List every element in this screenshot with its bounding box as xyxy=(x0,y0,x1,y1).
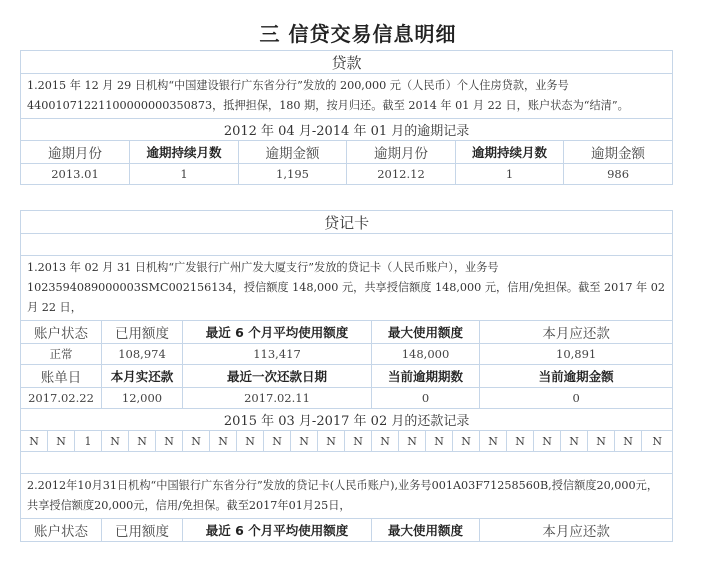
current-overdue-amount: 0 xyxy=(480,388,673,409)
repay-status-cell: N xyxy=(507,431,534,452)
repay-status-cell: N xyxy=(264,431,291,452)
col-header: 逾期持续月数 xyxy=(130,141,239,164)
repay-status-cell: N xyxy=(453,431,480,452)
repay-status-cell: N xyxy=(291,431,318,452)
repay-status-cell: N xyxy=(129,431,156,452)
page-title: 三 信贷交易信息明细 xyxy=(259,22,457,46)
table-row xyxy=(21,344,673,365)
col-header: 本月实还款 xyxy=(102,365,183,388)
empty-row xyxy=(21,452,673,474)
col-header: 账单日 xyxy=(21,365,102,388)
repay-status-cell: N xyxy=(102,431,129,452)
overdue-header-row xyxy=(21,141,673,164)
repay-status-cell: N xyxy=(237,431,264,452)
table-row xyxy=(21,164,673,185)
col-header: 逾期金额 xyxy=(564,141,673,164)
card1-header-row-2 xyxy=(21,365,673,388)
repay-status-cell: 1 xyxy=(75,431,102,452)
repay-status-cell: N xyxy=(480,431,507,452)
account-status: 正常 xyxy=(21,344,102,365)
col-header: 已用额度 xyxy=(102,321,183,344)
col-header: 本月应还款 xyxy=(480,321,673,344)
col-header: 最大使用额度 xyxy=(372,519,480,542)
col-header: 账户状态 xyxy=(21,519,102,542)
empty-row xyxy=(21,234,673,256)
repay-status-cell: N xyxy=(642,431,673,452)
col-header: 最大使用额度 xyxy=(372,321,480,344)
col-header: 最近一次还款日期 xyxy=(183,365,372,388)
col-header: 当前逾期金额 xyxy=(480,365,673,388)
repayment-record-row xyxy=(21,431,673,452)
repay-status-cell: N xyxy=(318,431,345,452)
due-this-month: 10,891 xyxy=(480,344,673,365)
repay-status-cell: N xyxy=(345,431,372,452)
card2-header-row-1 xyxy=(21,519,673,542)
col-header: 最近 6 个月平均使用额度 xyxy=(183,321,372,344)
col-header: 逾期月份 xyxy=(347,141,456,164)
repay-status-cell: N xyxy=(21,431,48,452)
repay-status-cell: N xyxy=(426,431,453,452)
col-header: 最近 6 个月平均使用额度 xyxy=(183,519,372,542)
actual-repayment: 12,000 xyxy=(102,388,183,409)
repay-status-cell: N xyxy=(588,431,615,452)
repay-status-cell: N xyxy=(615,431,642,452)
card1-description: 1.2013 年 02 月 31 日机构“广发银行广州广发大厦支行”发放的贷记卡（人民币账户），业务号 1023594089000003SMC002156134，授信额度 148,000 元，共享授信额度 148,000 元，信用/免担保。截至 2017 年 02 月 22 日， xyxy=(21,256,673,321)
repayment-record-title: 2015 年 03 月-2017 年 02 月的还款记录 xyxy=(21,409,673,431)
repay-status-cell: N xyxy=(534,431,561,452)
repay-status-cell: N xyxy=(372,431,399,452)
statement-date: 2017.02.22 xyxy=(21,388,102,409)
loan-table xyxy=(20,50,673,185)
overdue-amount: 1,195 xyxy=(239,164,347,185)
max-usage: 148,000 xyxy=(372,344,480,365)
table-row xyxy=(21,388,673,409)
repay-status-cell: N xyxy=(561,431,588,452)
overdue-record-title: 2012 年 04 月-2014 年 01 月的逾期记录 xyxy=(21,119,673,141)
card1-header-row-1 xyxy=(21,321,673,344)
repay-status-cell: N xyxy=(210,431,237,452)
card-section-title: 贷记卡 xyxy=(21,211,673,234)
col-header: 逾期金额 xyxy=(239,141,347,164)
repay-status-cell: N xyxy=(399,431,426,452)
card2-description: 2.2012年10月31日机构“中国银行广东省分行”发放的贷记卡(人民币账户),业务号001A03F71258560B,授信额度20,000元，共享授信额度20,000元，信用/免担保。截至2017年01月25日， xyxy=(21,474,673,519)
avg-usage-6m: 113,417 xyxy=(183,344,372,365)
overdue-month: 2013.01 xyxy=(21,164,130,185)
col-header: 当前逾期期数 xyxy=(372,365,480,388)
col-header: 本月应还款 xyxy=(480,519,673,542)
col-header: 逾期持续月数 xyxy=(456,141,564,164)
overdue-month: 2012.12 xyxy=(347,164,456,185)
overdue-duration: 1 xyxy=(130,164,239,185)
loan-description: 1.2015 年 12 月 29 日机构“中国建设银行广东省分行”发放的 200,000 元（人民币）个人住房贷款，业务号 44001071221100000000350873，抵押担保，180 期，按月归还。截至 2014 年 01 月 22 日，账户状态为“结清”。 xyxy=(21,74,673,119)
current-overdue-periods: 0 xyxy=(372,388,480,409)
repay-status-cell: N xyxy=(183,431,210,452)
col-header: 账户状态 xyxy=(21,321,102,344)
used-credit: 108,974 xyxy=(102,344,183,365)
repay-status-cell: N xyxy=(156,431,183,452)
repay-status-cell: N xyxy=(48,431,75,452)
overdue-amount: 986 xyxy=(564,164,673,185)
col-header: 逾期月份 xyxy=(21,141,130,164)
col-header: 已用额度 xyxy=(102,519,183,542)
overdue-duration: 1 xyxy=(456,164,564,185)
last-repayment-date: 2017.02.11 xyxy=(183,388,372,409)
credit-card-table xyxy=(20,210,673,542)
loan-section-title: 贷款 xyxy=(21,51,673,74)
